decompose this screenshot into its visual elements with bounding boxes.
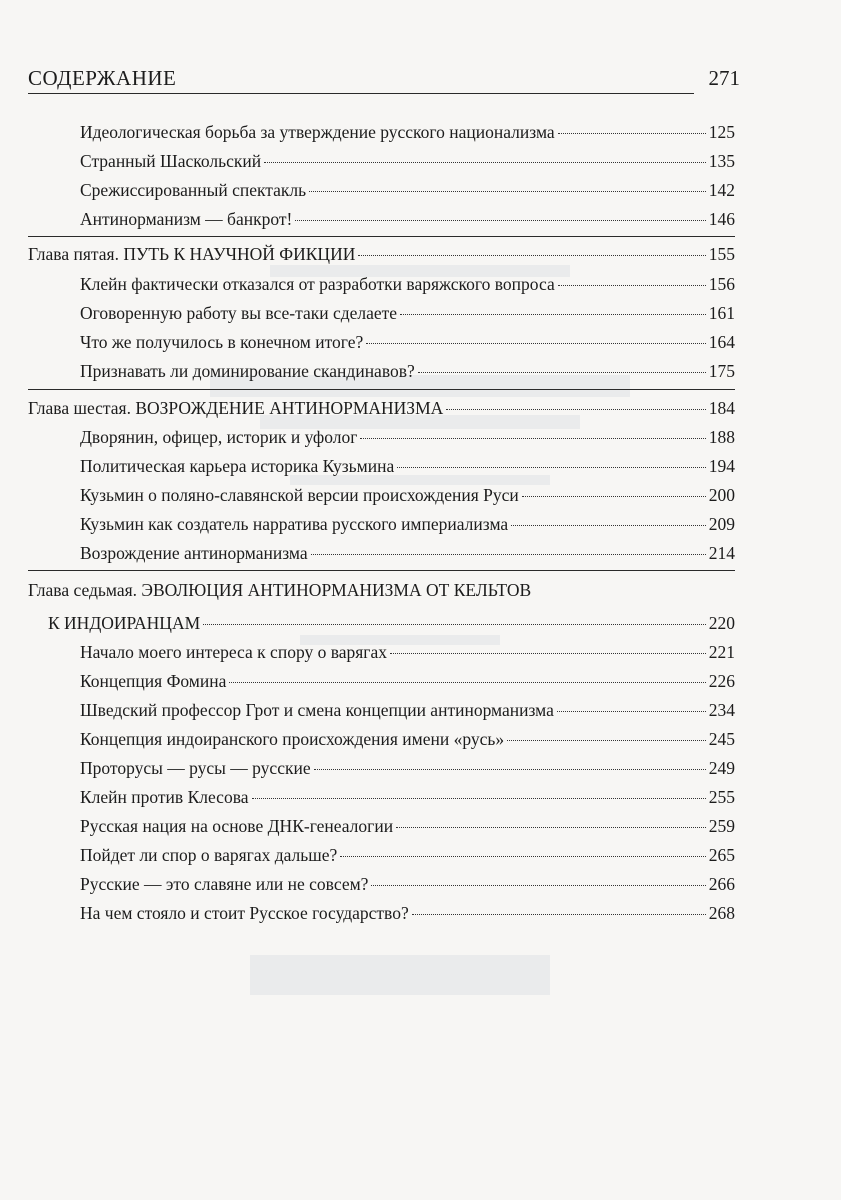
toc-entry-page: 221 bbox=[708, 642, 735, 662]
toc-entry[interactable] bbox=[80, 178, 735, 202]
toc-entry[interactable] bbox=[80, 301, 735, 325]
toc-entry-page: 255 bbox=[708, 787, 735, 807]
leader-dots bbox=[418, 372, 706, 373]
leader-dots bbox=[412, 914, 706, 915]
toc-entry[interactable] bbox=[80, 483, 735, 507]
toc-entry-title: Начало моего интереса к спору о варягах bbox=[80, 642, 388, 662]
toc-entry-title: Кузьмин как создатель нарратива русского империализма bbox=[80, 514, 509, 534]
leader-dots bbox=[396, 827, 706, 828]
toc-entry-title: Кузьмин о поляно-славянской версии происхождения Руси bbox=[80, 485, 519, 505]
toc-entry-title: Русские — это славяне или не совсем? bbox=[80, 874, 369, 894]
toc-entry[interactable] bbox=[80, 272, 735, 296]
toc-chapter-page: 184 bbox=[708, 398, 735, 418]
toc-entry-page: 161 bbox=[708, 303, 735, 323]
page-number: 271 bbox=[708, 66, 740, 90]
toc-entry[interactable] bbox=[80, 330, 735, 354]
toc-chapter-title: Глава шестая. ВОЗРОЖДЕНИЕ АНТИНОРМАНИЗМА bbox=[28, 398, 444, 418]
toc-entry[interactable] bbox=[80, 872, 735, 896]
leader-dots bbox=[397, 467, 706, 468]
toc-entry-title: Странный Шаскольский bbox=[80, 151, 262, 171]
leader-dots bbox=[366, 343, 706, 344]
toc-entry-title: Концепция Фомина bbox=[80, 671, 227, 691]
toc-chapter-page: 155 bbox=[708, 244, 735, 264]
toc-entry-page: 135 bbox=[708, 151, 735, 171]
toc-entry-title: Признавать ли доминирование скандинавов? bbox=[80, 361, 415, 381]
leader-dots bbox=[264, 162, 706, 163]
toc-entry[interactable] bbox=[80, 149, 735, 173]
leader-dots bbox=[390, 653, 706, 654]
leader-dots bbox=[229, 682, 705, 683]
toc-chapter-title-line-1[interactable]: Глава седьмая. ЭВОЛЮЦИЯ АНТИНОРМАНИЗМА ОТ КЕЛЬТОВ bbox=[28, 580, 532, 600]
toc-entry[interactable] bbox=[80, 541, 735, 565]
toc-chapter-entry[interactable] bbox=[48, 611, 735, 635]
leader-dots bbox=[400, 314, 706, 315]
toc-entry[interactable] bbox=[80, 425, 735, 449]
toc-entry-page: 226 bbox=[708, 671, 735, 691]
leader-dots bbox=[314, 769, 706, 770]
toc-chapter-entry[interactable] bbox=[28, 396, 735, 420]
toc-entry-page: 266 bbox=[708, 874, 735, 894]
running-header bbox=[28, 64, 740, 98]
toc-entry-title: Клейн против Клесова bbox=[80, 787, 249, 807]
leader-dots bbox=[522, 496, 706, 497]
toc-entry-page: 214 bbox=[708, 543, 735, 563]
leader-dots bbox=[311, 554, 706, 555]
toc-entry-title: Русская нация на основе ДНК-генеалогии bbox=[80, 816, 394, 836]
toc-entry-page: 209 bbox=[708, 514, 735, 534]
toc-chapter-title-line-2: К ИНДОИРАНЦАМ bbox=[48, 613, 201, 633]
toc-entry-page: 156 bbox=[708, 274, 735, 294]
toc-entry-page: 265 bbox=[708, 845, 735, 865]
toc-chapter-page: 220 bbox=[708, 613, 735, 633]
leader-dots bbox=[557, 711, 706, 712]
leader-dots bbox=[507, 740, 706, 741]
leader-dots bbox=[360, 438, 705, 439]
leader-dots bbox=[511, 525, 706, 526]
leader-dots bbox=[446, 409, 705, 410]
leader-dots bbox=[558, 133, 706, 134]
toc-entry-page: 245 bbox=[708, 729, 735, 749]
leader-dots bbox=[340, 856, 705, 857]
leader-dots bbox=[295, 220, 705, 221]
toc-entry-page: 175 bbox=[708, 361, 735, 381]
toc-entry-page: 259 bbox=[708, 816, 735, 836]
toc-entry[interactable] bbox=[80, 454, 735, 478]
toc-entry-title: На чем стояло и стоит Русское государство? bbox=[80, 903, 409, 923]
toc-entry-title: Политическая карьера историка Кузьмина bbox=[80, 456, 395, 476]
toc-entry[interactable] bbox=[80, 843, 735, 867]
toc-entry-page: 200 bbox=[708, 485, 735, 505]
toc-entry-title: Что же получилось в конечном итоге? bbox=[80, 332, 364, 352]
toc-entry[interactable] bbox=[80, 669, 735, 693]
toc-entry[interactable] bbox=[80, 120, 735, 144]
toc-entry[interactable] bbox=[80, 901, 735, 925]
toc-chapter-entry[interactable] bbox=[28, 242, 735, 266]
toc-entry-page: 125 bbox=[708, 122, 735, 142]
toc-entry[interactable] bbox=[80, 207, 735, 231]
toc-entry-title: Клейн фактически отказался от разработки варяжского вопроса bbox=[80, 274, 555, 294]
toc-entry-title: Концепция индоиранского происхождения имени «русь» bbox=[80, 729, 505, 749]
toc-entry-page: 146 bbox=[708, 209, 735, 229]
section-divider bbox=[28, 389, 735, 390]
toc-entry-title: Проторусы — русы — русские bbox=[80, 758, 311, 778]
leader-dots bbox=[358, 255, 705, 256]
leader-dots bbox=[309, 191, 706, 192]
toc-entry-title: Дворянин, офицер, историк и уфолог bbox=[80, 427, 358, 447]
toc-entry-title: Пойдет ли спор о варягах дальше? bbox=[80, 845, 338, 865]
page-title: СОДЕРЖАНИЕ bbox=[28, 66, 177, 90]
toc-entry[interactable] bbox=[80, 727, 735, 751]
leader-dots bbox=[252, 798, 706, 799]
toc-entry[interactable] bbox=[80, 756, 735, 780]
toc-entry-page: 234 bbox=[708, 700, 735, 720]
toc-entry-page: 188 bbox=[708, 427, 735, 447]
toc-entry[interactable] bbox=[80, 785, 735, 809]
toc-entry-page: 249 bbox=[708, 758, 735, 778]
toc-entry-page: 268 bbox=[708, 903, 735, 923]
toc-entry[interactable] bbox=[80, 512, 735, 536]
toc-entry-title: Идеологическая борьба за утверждение русского национализма bbox=[80, 122, 555, 142]
toc-entry-page: 142 bbox=[708, 180, 735, 200]
toc-entry-title: Возрождение антинорманизма bbox=[80, 543, 308, 563]
leader-dots bbox=[371, 885, 705, 886]
section-divider bbox=[28, 570, 735, 571]
section-divider bbox=[28, 236, 735, 237]
toc-entry[interactable] bbox=[80, 698, 735, 722]
leader-dots bbox=[558, 285, 706, 286]
toc-chapter-title: Глава пятая. ПУТЬ К НАУЧНОЙ ФИКЦИИ bbox=[28, 244, 356, 264]
toc-entry-title: Шведский профессор Грот и смена концепции антинорманизма bbox=[80, 700, 554, 720]
toc-entry-page: 194 bbox=[708, 456, 735, 476]
toc-entry-page: 164 bbox=[708, 332, 735, 352]
leader-dots bbox=[203, 624, 706, 625]
toc-entry-title: Антинорманизм — банкрот! bbox=[80, 209, 293, 229]
toc-entry[interactable] bbox=[80, 814, 735, 838]
header-rule bbox=[28, 93, 694, 94]
toc-entry-title: Срежиссированный спектакль bbox=[80, 180, 307, 200]
toc-entry[interactable] bbox=[80, 640, 735, 664]
toc-entry-title: Оговоренную работу вы все-таки сделаете bbox=[80, 303, 398, 323]
toc-entry[interactable] bbox=[80, 359, 735, 383]
